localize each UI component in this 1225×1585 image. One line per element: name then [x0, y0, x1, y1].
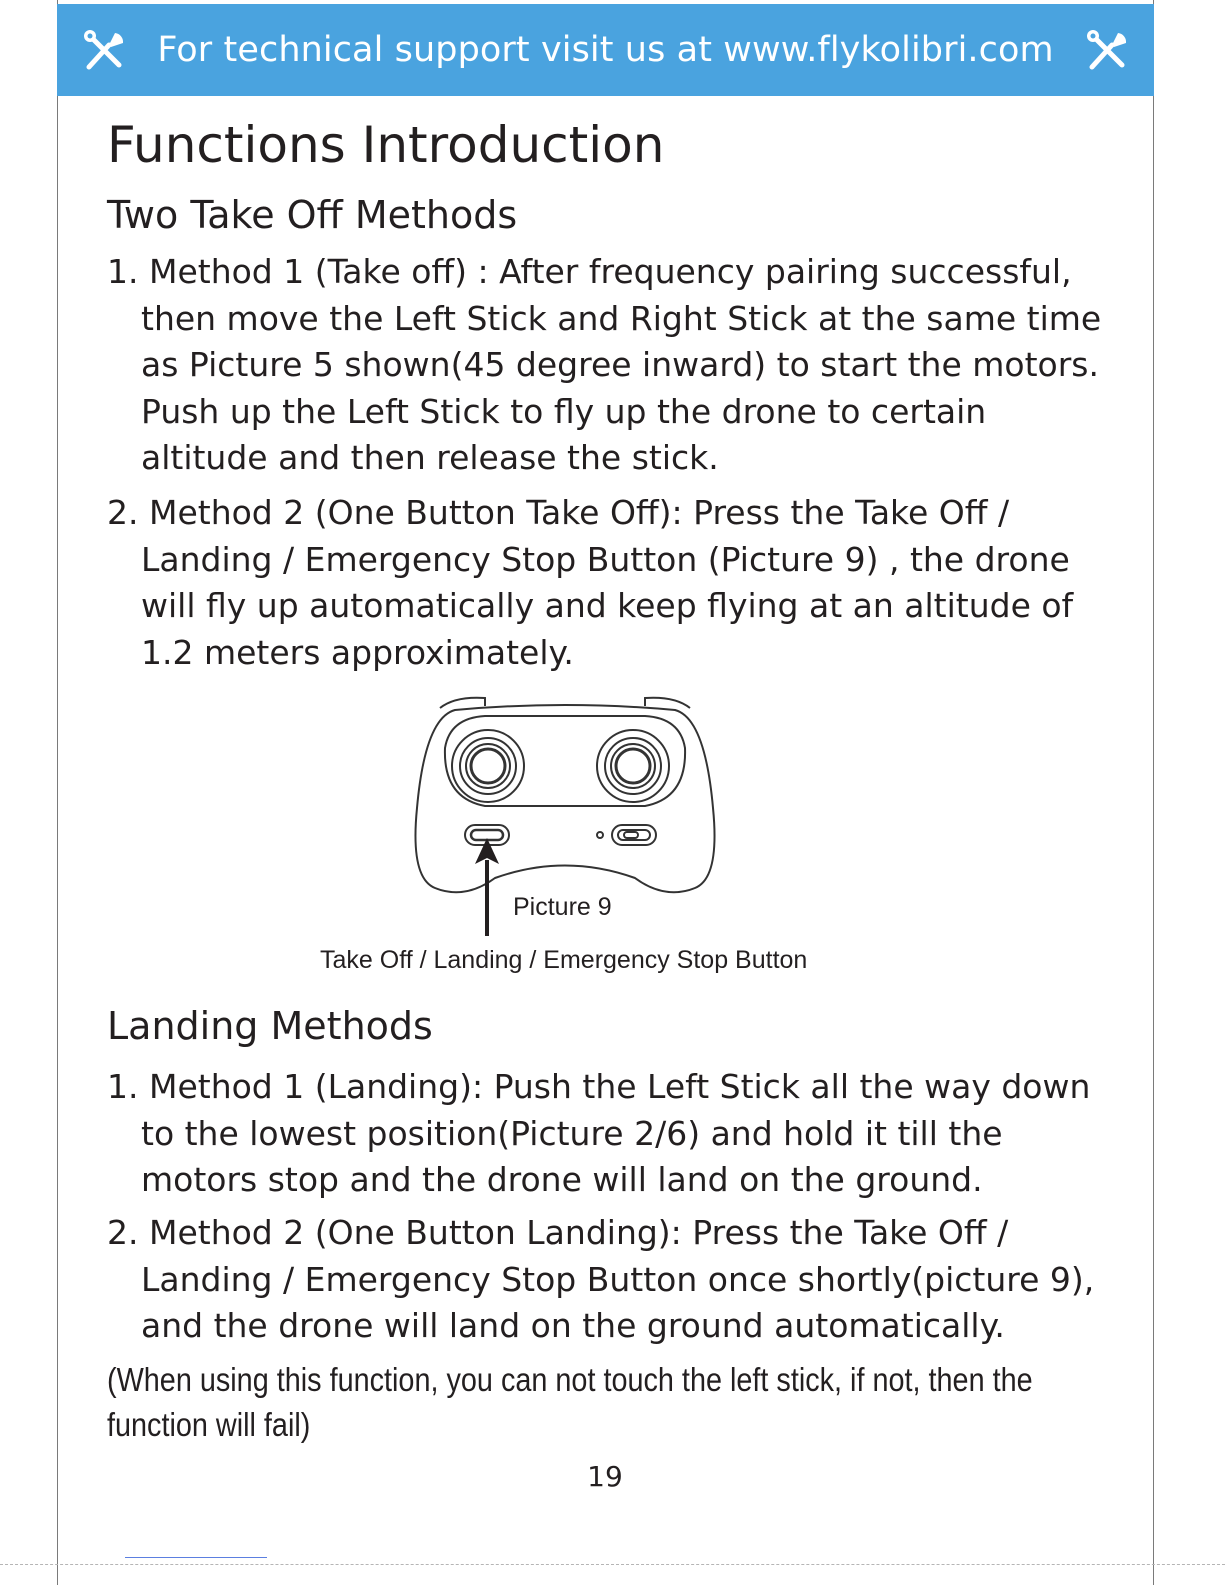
page-bottom-edge — [0, 1564, 1225, 1565]
button-label: Take Off / Landing / Emergency Stop Button — [320, 946, 808, 974]
takeoff-method-2: 2. Method 2 (One Button Take Off): Press the Take Off / Landing / Emergency Stop Button (Picture 9) , the drone will fly up automatically and keep flying at an altitude of 1.2 meters approximately. — [107, 493, 1074, 672]
page-bottom-mark — [125, 1557, 267, 1558]
landing-note: (When using this function, you can not touch the left stick, if not, then the function will fail) — [107, 1362, 1033, 1444]
figure-caption: Picture 9 — [513, 893, 612, 921]
landing-method-2: 2. Method 2 (One Button Landing): Press the Take Off / Landing / Emergency Stop Button once shortly(picture 9), and the drone will land on the ground automatically. — [107, 1213, 1095, 1345]
support-banner — [57, 4, 1154, 96]
page-title: Functions Introduction — [107, 116, 665, 174]
support-text: For technical support visit us at www.flykolibri.com — [157, 30, 1054, 70]
tools-icon — [1082, 25, 1132, 75]
takeoff-method-1: 1. Method 1 (Take off) : After frequency pairing successful, then move the Left Stick and Right Stick at the same time as Picture 5 shown(45 degree inward) to start the motors. Push up the Left Stick to fly up the drone to certain altitude and then release the stick. — [107, 252, 1102, 477]
landing-method-1: 1. Method 1 (Landing): Push the Left Stick all the way down to the lowest position(Picture 2/6) and hold it till the motors stop and the drone will land on the ground. — [107, 1067, 1091, 1199]
landing-heading: Landing Methods — [107, 1004, 433, 1048]
takeoff-heading: Two Take Off Methods — [107, 193, 518, 237]
page-number: 19 — [587, 1460, 623, 1493]
tools-icon — [79, 25, 129, 75]
